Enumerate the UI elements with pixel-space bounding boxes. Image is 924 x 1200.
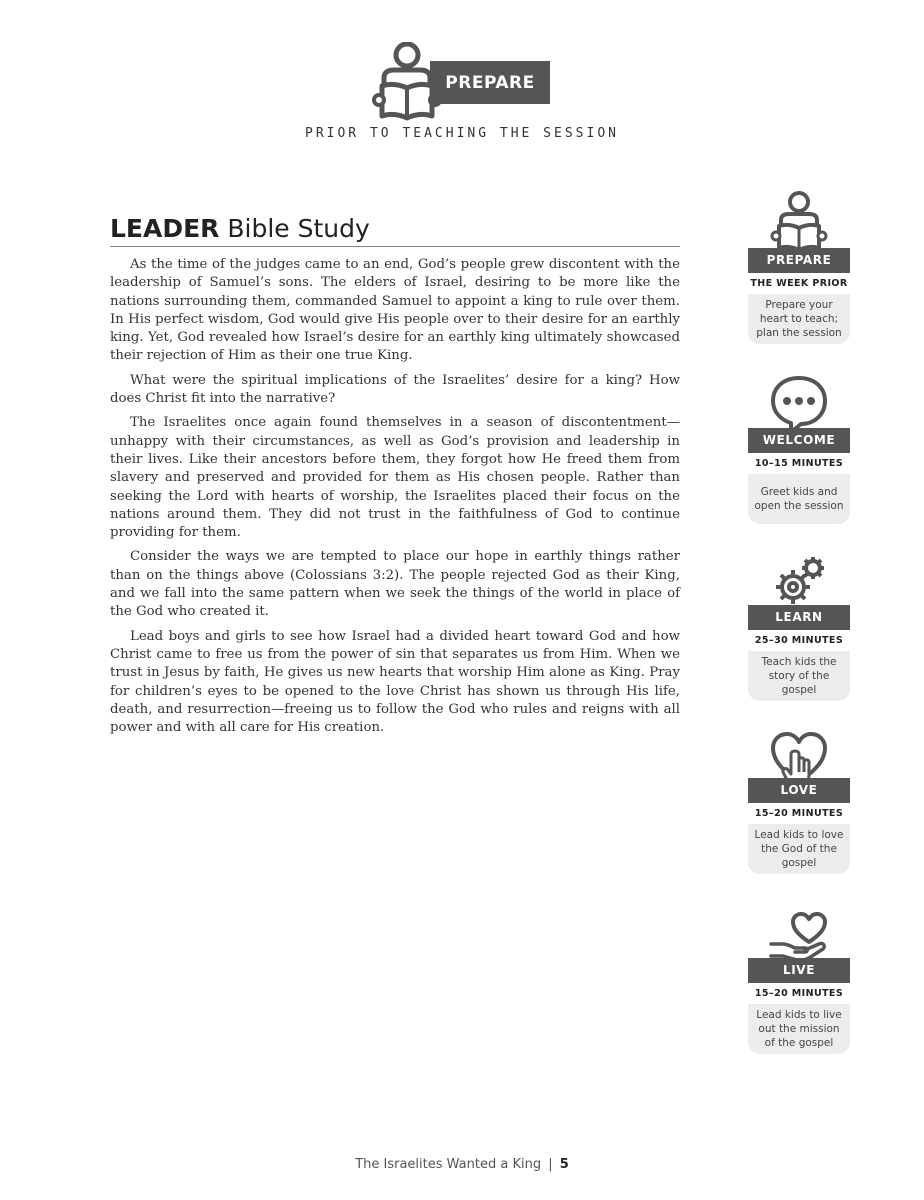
step-label: LIVE xyxy=(748,958,850,983)
step-time: 15–20 MINUTES xyxy=(754,808,844,819)
step-time: 15–20 MINUTES xyxy=(754,988,844,999)
paragraph: The Israelites once again found themselves in a season of discontentment—unhappy with their circumstances, as well as God’s provision and leadership in their lives. Like their ancestors before them, they forgot how He freed them from slavery and preserved and provided for them as His chosen people. Rather than seeking the Lord with hearts of worship, the Israelites placed their focus on the nations around them. They did not trust in the faithfulness of God to continue providing for them. xyxy=(110,415,680,541)
page-number: 5 xyxy=(559,1157,569,1172)
gears-icon xyxy=(769,553,829,613)
reader-icon xyxy=(769,190,829,250)
step-label: LOVE xyxy=(748,778,850,803)
header xyxy=(0,0,924,160)
paragraph: As the time of the judges came to an end, God’s people grew discontent with the leadership of Samuel’s sons. The elders of Israel, desiring to be more like the nations surrounding them, commanded Samuel to appoint a king to rule over them. In His perfect wisdom, God would give His people over to their desire for an earthly king. Yet, God revealed how Israel’s desire for an earthly king ultimately showcased their rejection of Him as their one true King. xyxy=(110,257,680,364)
step-time: THE WEEK PRIOR xyxy=(750,278,848,289)
heart-palm-icon xyxy=(769,904,829,964)
paragraph: Lead boys and girls to see how Israel had a divided heart toward God and how Christ came to free us from the power of sin that separates us from Him. When we trust in Jesus by faith, He gives us new hearts that worship Him alone as King. Pray for children’s eyes to be opened to the love Christ has shown us through His life, death, and resurrection—freeing us to follow the God who rules and reigns with all power and with all care for His creation. xyxy=(110,628,680,736)
prepare-badge: PREPARE xyxy=(430,61,550,104)
title-bold: LEADER xyxy=(110,214,220,243)
step-time: 25–30 MINUTES xyxy=(754,635,844,646)
step-label: WELCOME xyxy=(748,428,850,453)
step-label: LEARN xyxy=(748,605,850,630)
paragraph: What were the spiritual implications of the Israelites’ desire for a king? How does Christ fit into the narrative? xyxy=(110,372,680,407)
step-description: Prepare your heart to teach; plan the session xyxy=(748,294,850,344)
footer-separator: | xyxy=(548,1157,553,1172)
step-description: Greet kids and open the session xyxy=(748,474,850,524)
step-label: PREPARE xyxy=(748,248,850,273)
step-time: 10–15 MINUTES xyxy=(754,458,844,469)
step-description: Teach kids the story of the gospel xyxy=(748,651,850,701)
header-subtitle: PRIOR TO TEACHING THE SESSION xyxy=(305,126,619,141)
paragraph: Consider the ways we are tempted to place our hope in earthly things rather than on the things above (Colossians 3:2). The people rejected God as their King, and we fall into the same pattern when we seek the things of the world in place of the God who created it. xyxy=(110,549,680,620)
step-description: Lead kids to live out the mission of the gospel xyxy=(748,1004,850,1054)
page-footer xyxy=(0,1157,924,1172)
title-light: Bible Study xyxy=(227,214,370,243)
speech-bubble-icon xyxy=(769,374,829,434)
section-title xyxy=(110,213,680,247)
step-description: Lead kids to love the God of the gospel xyxy=(748,824,850,874)
leader-bible-study xyxy=(110,213,680,743)
footer-title: The Israelites Wanted a King xyxy=(355,1157,542,1172)
